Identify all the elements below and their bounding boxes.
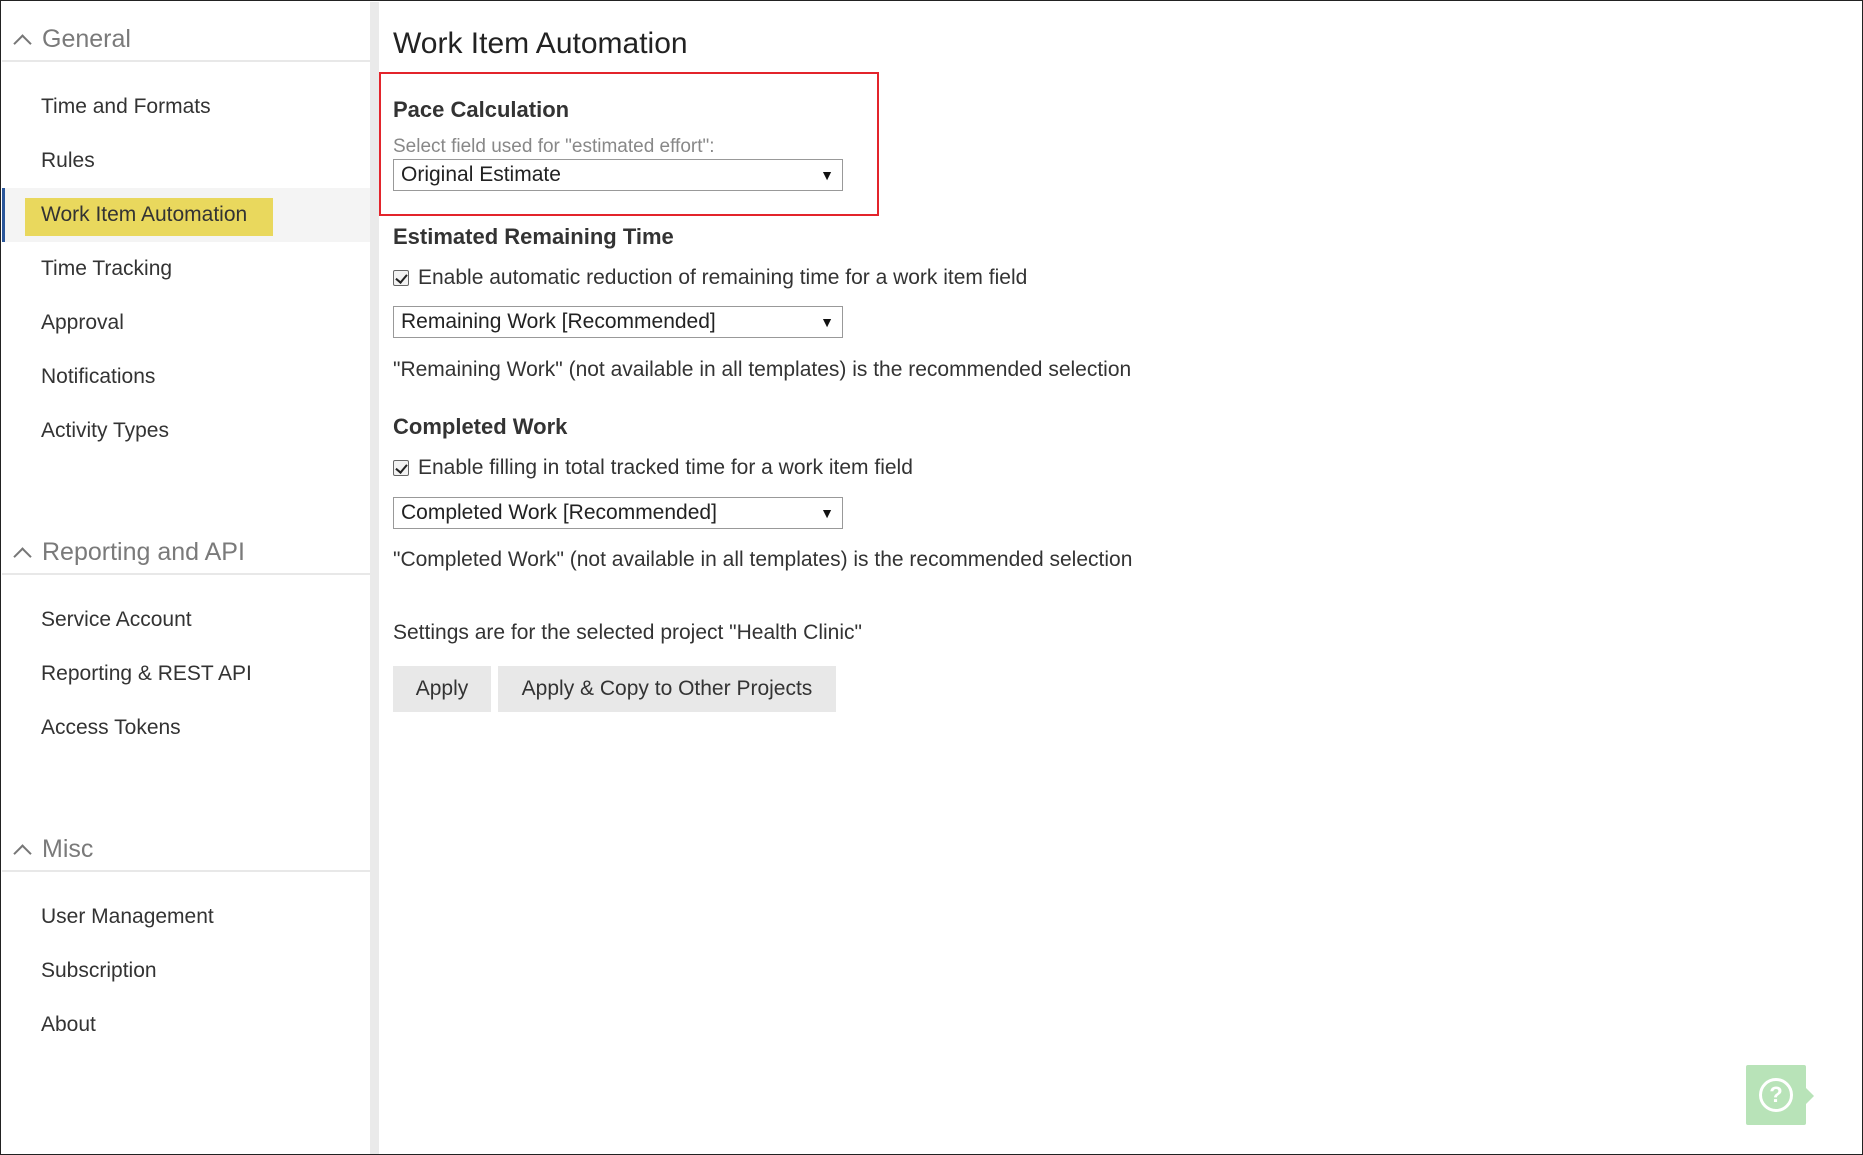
sidebar-section-general [2, 2, 370, 458]
completed-work-option [393, 456, 913, 480]
sidebar-item-service-account[interactable]: Service Account [41, 608, 192, 631]
remaining-time-checkbox-label[interactable]: Enable automatic reduction of remaining time for a work item field [418, 266, 1028, 289]
nav-list [2, 62, 370, 458]
select-value: Original Estimate [401, 163, 561, 186]
remaining-time-checkbox[interactable] [393, 270, 409, 286]
sidebar-section-reporting [2, 515, 370, 755]
completed-work-checkbox-label[interactable]: Enable filling in total tracked time for a work item field [418, 456, 913, 479]
sidebar-item-approval[interactable]: Approval [41, 311, 124, 334]
section-header-reporting[interactable] [2, 515, 370, 575]
sidebar-item-notifications[interactable]: Notifications [41, 365, 156, 388]
dropdown-arrow-icon: ▼ [820, 505, 834, 521]
sidebar-item-work-item-automation[interactable]: Work Item Automation [2, 188, 370, 242]
completed-work-heading: Completed Work [393, 414, 568, 439]
select-value: Completed Work [Recommended] [401, 501, 717, 524]
section-header-misc[interactable] [2, 812, 370, 872]
section-header-general[interactable] [2, 2, 370, 62]
sidebar-item-rules[interactable]: Rules [41, 149, 95, 172]
chevron-up-icon[interactable] [2, 24, 42, 54]
nav-list [2, 872, 370, 1052]
completed-work-checkbox[interactable] [393, 460, 409, 476]
apply-copy-button[interactable]: Apply & Copy to Other Projects [498, 666, 836, 712]
chevron-up-icon[interactable] [2, 537, 42, 567]
section-title: General [42, 25, 131, 53]
sidebar-item-about[interactable]: About [41, 1013, 96, 1036]
main-content [393, 1, 1853, 1151]
project-note: Settings are for the selected project "Health Clinic" [393, 621, 862, 644]
help-icon: ? [1759, 1078, 1793, 1112]
chevron-up-icon[interactable] [2, 834, 42, 864]
nav-list [2, 575, 370, 755]
remaining-time-option [393, 266, 1027, 290]
sidebar-item-access-tokens[interactable]: Access Tokens [41, 716, 181, 739]
sidebar-splitter[interactable] [370, 2, 379, 1154]
sidebar-item-user-management[interactable]: User Management [41, 905, 214, 928]
page-title: Work Item Automation [393, 27, 688, 60]
completed-work-note: "Completed Work" (not available in all templates) is the recommended selection [393, 548, 1133, 571]
section-title: Reporting and API [42, 538, 245, 566]
sidebar-item-time-tracking[interactable]: Time Tracking [41, 257, 173, 280]
select-value: Remaining Work [Recommended] [401, 310, 716, 333]
remaining-work-select[interactable] [393, 306, 843, 338]
estimated-effort-select[interactable] [393, 159, 843, 191]
dropdown-arrow-icon: ▼ [820, 167, 834, 183]
sidebar-item-subscription[interactable]: Subscription [41, 959, 157, 982]
dropdown-arrow-icon: ▼ [820, 314, 834, 330]
sidebar-section-misc [2, 812, 370, 1052]
apply-button[interactable]: Apply [393, 666, 491, 712]
remaining-time-heading: Estimated Remaining Time [393, 224, 674, 249]
sidebar-item-time-and-formats[interactable]: Time and Formats [41, 95, 211, 118]
pace-calculation-heading: Pace Calculation [393, 97, 570, 122]
sidebar-item-reporting-rest-api[interactable]: Reporting & REST API [41, 662, 252, 685]
completed-work-select[interactable] [393, 497, 843, 529]
pace-field-hint: Select field used for "estimated effort": [393, 136, 715, 157]
sidebar-item-activity-types[interactable]: Activity Types [41, 419, 169, 442]
remaining-work-note: "Remaining Work" (not available in all templates) is the recommended selection [393, 358, 1132, 381]
sidebar [2, 2, 370, 1154]
section-title: Misc [42, 835, 94, 863]
help-button[interactable] [1746, 1065, 1806, 1125]
